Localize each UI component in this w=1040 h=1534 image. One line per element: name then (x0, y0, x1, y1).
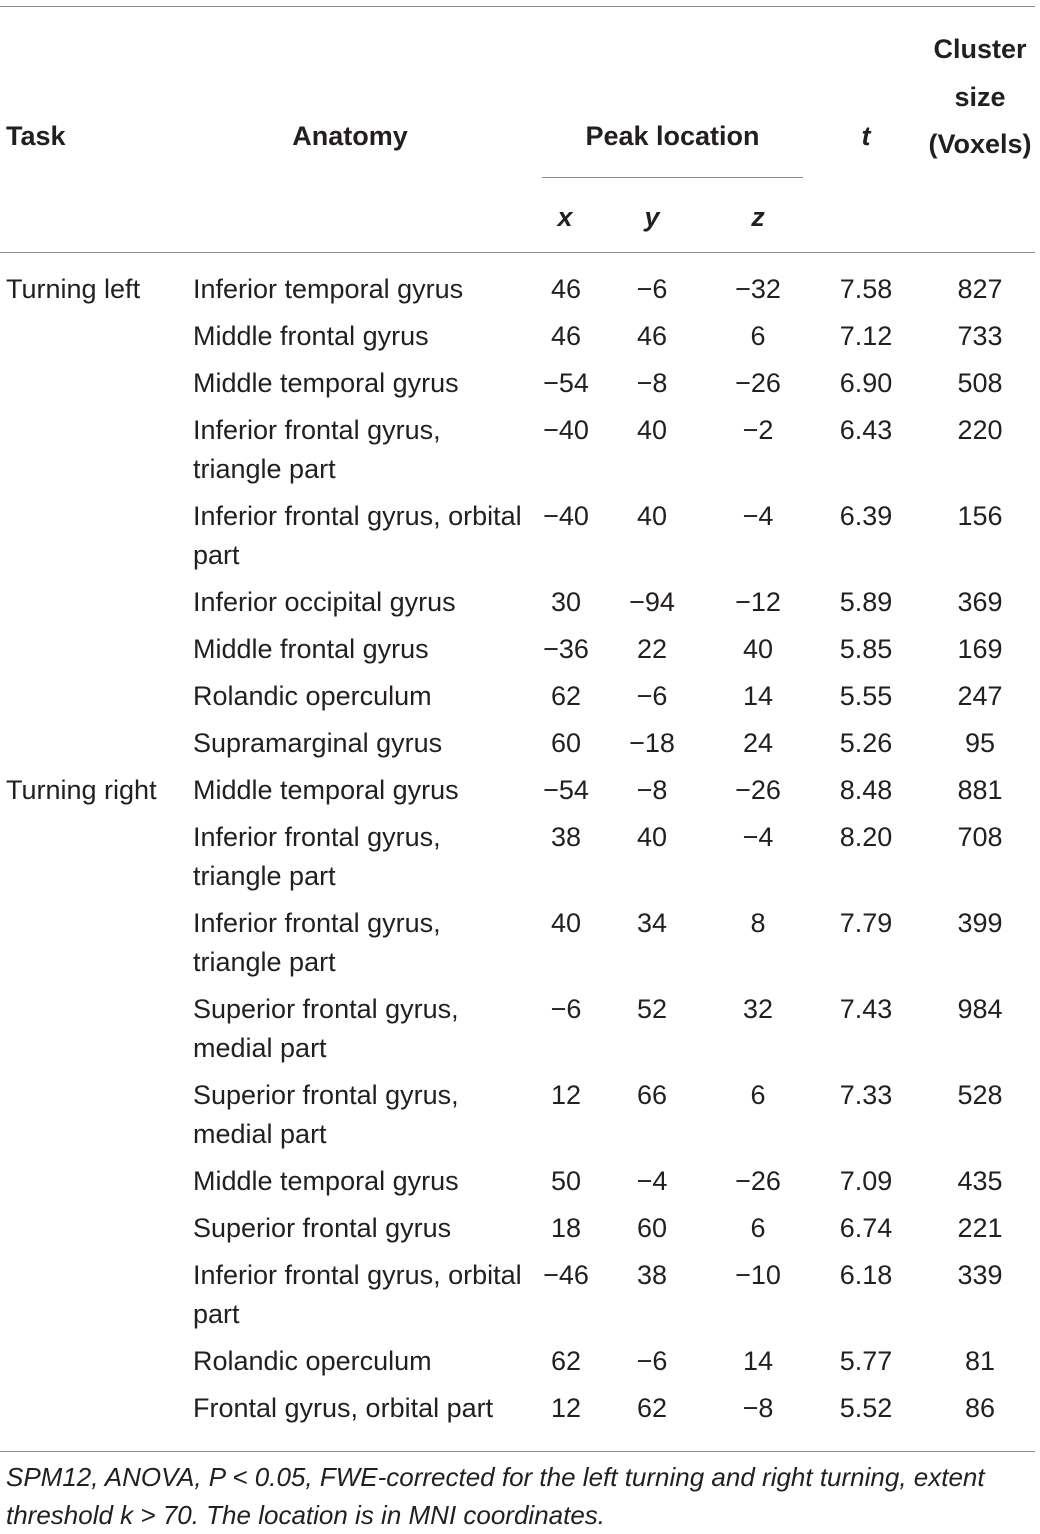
t-value-cell: 6.39 (839, 501, 893, 531)
t-value-cell: 6.18 (839, 1260, 893, 1290)
peak-z-cell: 24 (742, 728, 774, 758)
t-value-cell: 7.43 (839, 994, 893, 1024)
table-row (0, 493, 1040, 579)
cluster-size-cell: 95 (964, 728, 996, 758)
peak-z-cell: 6 (750, 1213, 766, 1243)
cluster-size-cell: 733 (957, 321, 1003, 351)
cluster-size-cell: 247 (957, 681, 1003, 711)
peak-z-cell: −10 (735, 1260, 781, 1290)
peak-y-cell: 38 (636, 1260, 668, 1290)
table-row (0, 266, 1040, 313)
t-value-cell: 8.48 (839, 775, 893, 805)
peak-y-cell: −6 (636, 681, 668, 711)
peak-x-cell: −46 (543, 1260, 589, 1290)
cluster-size-cell: 435 (957, 1166, 1003, 1196)
peak-y-cell: 40 (636, 822, 668, 852)
peak-x-cell: −40 (543, 415, 589, 445)
cluster-size-cell: 708 (957, 822, 1003, 852)
table-row (0, 1252, 1040, 1338)
anatomy-cell: Middle temporal gyrus (193, 1166, 459, 1196)
peak-z-cell: −12 (735, 587, 781, 617)
peak-z-cell: 40 (742, 634, 774, 664)
peak-y-cell: −6 (636, 1346, 668, 1376)
peak-x-cell: 46 (550, 321, 582, 351)
cluster-size-cell: 881 (957, 775, 1003, 805)
peak-x-cell: 18 (550, 1213, 582, 1243)
table-row (0, 1338, 1040, 1385)
table-row (0, 360, 1040, 407)
peak-y-cell: 60 (636, 1213, 668, 1243)
t-value-cell: 5.26 (839, 728, 893, 758)
top-rule (0, 6, 1035, 7)
peak-x-cell: 12 (550, 1080, 582, 1110)
cluster-size-cell: 399 (957, 908, 1003, 938)
table-body (0, 266, 1040, 1432)
task-cell: Turning left (6, 274, 141, 304)
table-row (0, 1072, 1040, 1158)
anatomy-cell: Inferior frontal gyrus, orbital part (193, 1260, 522, 1329)
peak-y-cell: −18 (629, 728, 675, 758)
peak-x-cell: 62 (550, 681, 582, 711)
table-row (0, 720, 1040, 767)
peak-y-cell: −94 (629, 587, 675, 617)
cluster-size-cell: 508 (957, 368, 1003, 398)
anatomy-cell: Inferior frontal gyrus, triangle part (193, 415, 441, 484)
anatomy-cell: Inferior frontal gyrus, triangle part (193, 822, 441, 891)
t-value-cell: 5.55 (839, 681, 893, 711)
peak-location-rule (542, 177, 803, 178)
peak-z-cell: −4 (742, 822, 774, 852)
cluster-size-cell: 339 (957, 1260, 1003, 1290)
cluster-size-cell: 221 (957, 1213, 1003, 1243)
peak-z-cell: −8 (742, 1393, 774, 1423)
table-row (0, 313, 1040, 360)
table-row (0, 626, 1040, 673)
peak-x-cell: 38 (550, 822, 582, 852)
t-value-cell: 7.58 (839, 274, 893, 304)
peak-y-cell: 52 (636, 994, 668, 1024)
table-row (0, 986, 1040, 1072)
header-x: x (557, 202, 573, 232)
t-value-cell: 6.74 (839, 1213, 893, 1243)
header-peak-location: Peak location (585, 121, 760, 151)
anatomy-cell: Inferior frontal gyrus, triangle part (193, 908, 441, 977)
cluster-size-cell: 169 (957, 634, 1003, 664)
header-t: t (861, 121, 871, 151)
anatomy-cell: Inferior temporal gyrus (193, 274, 464, 304)
peak-x-cell: 62 (550, 1346, 582, 1376)
cluster-size-cell: 220 (957, 415, 1003, 445)
peak-z-cell: 32 (742, 994, 774, 1024)
peak-x-cell: 40 (550, 908, 582, 938)
peak-y-cell: 62 (636, 1393, 668, 1423)
t-value-cell: 5.85 (839, 634, 893, 664)
anatomy-cell: Superior frontal gyrus, medial part (193, 1080, 459, 1149)
peak-z-cell: −26 (735, 775, 781, 805)
peak-y-cell: 34 (636, 908, 668, 938)
t-value-cell: 7.79 (839, 908, 893, 938)
anatomy-cell: Superior frontal gyrus (193, 1213, 452, 1243)
peak-z-cell: 14 (742, 1346, 774, 1376)
peak-z-cell: −32 (735, 274, 781, 304)
cluster-size-cell: 369 (957, 587, 1003, 617)
anatomy-cell: Middle frontal gyrus (193, 321, 429, 351)
peak-y-cell: 40 (636, 501, 668, 531)
peak-z-cell: −26 (735, 1166, 781, 1196)
peak-x-cell: 46 (550, 274, 582, 304)
task-cell: Turning right (6, 775, 157, 805)
t-value-cell: 5.52 (839, 1393, 893, 1423)
peak-z-cell: 6 (750, 1080, 766, 1110)
peak-x-cell: 12 (550, 1393, 582, 1423)
peak-x-cell: −6 (550, 994, 582, 1024)
cluster-size-cell: 86 (964, 1393, 996, 1423)
cluster-size-cell: 984 (957, 994, 1003, 1024)
table-row (0, 900, 1040, 986)
peak-z-cell: −4 (742, 501, 774, 531)
anatomy-cell: Middle temporal gyrus (193, 368, 459, 398)
header-z: z (751, 202, 765, 232)
table-row (0, 579, 1040, 626)
peak-z-cell: 14 (742, 681, 774, 711)
anatomy-cell: Middle temporal gyrus (193, 775, 459, 805)
peak-y-cell: −8 (636, 775, 668, 805)
t-value-cell: 7.09 (839, 1166, 893, 1196)
table-footnote: SPM12, ANOVA, P < 0.05, FWE-corrected for the left turning and right turning, extent threshold k > 70. The location is in MNI coordinates. (6, 1462, 985, 1530)
anatomy-cell: Frontal gyrus, orbital part (193, 1393, 494, 1423)
peak-y-cell: −8 (636, 368, 668, 398)
anatomy-cell: Inferior occipital gyrus (193, 587, 456, 617)
anatomy-cell: Superior frontal gyrus, medial part (193, 994, 459, 1063)
peak-y-cell: 66 (636, 1080, 668, 1110)
peak-x-cell: −40 (543, 501, 589, 531)
header-y: y (644, 202, 660, 232)
table-row (0, 767, 1040, 814)
t-value-cell: 6.90 (839, 368, 893, 398)
peak-z-cell: 6 (750, 321, 766, 351)
bottom-rule (0, 1451, 1035, 1452)
header-rule (0, 252, 1035, 253)
header-task: Task (6, 121, 66, 151)
cluster-size-cell: 827 (957, 274, 1003, 304)
cluster-size-cell: 528 (957, 1080, 1003, 1110)
table-row (0, 673, 1040, 720)
header-cluster-size: Cluster size (Voxels) (928, 34, 1032, 159)
peak-z-cell: −2 (742, 415, 774, 445)
table-row (0, 1385, 1040, 1432)
peak-x-cell: 50 (550, 1166, 582, 1196)
table-row (0, 407, 1040, 493)
peak-x-cell: −54 (543, 775, 589, 805)
peak-x-cell: 30 (550, 587, 582, 617)
peak-x-cell: 60 (550, 728, 582, 758)
anatomy-cell: Inferior frontal gyrus, orbital part (193, 501, 522, 570)
anatomy-cell: Rolandic operculum (193, 681, 432, 711)
cluster-size-cell: 81 (964, 1346, 996, 1376)
peak-z-cell: 8 (750, 908, 766, 938)
peak-y-cell: 46 (636, 321, 668, 351)
peak-y-cell: −6 (636, 274, 668, 304)
anatomy-cell: Middle frontal gyrus (193, 634, 429, 664)
peak-x-cell: −36 (543, 634, 589, 664)
cluster-size-cell: 156 (957, 501, 1003, 531)
header-anatomy: Anatomy (292, 121, 408, 151)
t-value-cell: 7.33 (839, 1080, 893, 1110)
peak-y-cell: 22 (636, 634, 668, 664)
peak-y-cell: −4 (636, 1166, 668, 1196)
t-value-cell: 5.89 (839, 587, 893, 617)
peak-z-cell: −26 (735, 368, 781, 398)
anatomy-cell: Supramarginal gyrus (193, 728, 443, 758)
t-value-cell: 5.77 (839, 1346, 893, 1376)
t-value-cell: 6.43 (839, 415, 893, 445)
peak-y-cell: 40 (636, 415, 668, 445)
table-row (0, 814, 1040, 900)
table-row (0, 1158, 1040, 1205)
peak-x-cell: −54 (543, 368, 589, 398)
t-value-cell: 7.12 (839, 321, 893, 351)
table-row (0, 1205, 1040, 1252)
t-value-cell: 8.20 (839, 822, 893, 852)
anatomy-cell: Rolandic operculum (193, 1346, 432, 1376)
